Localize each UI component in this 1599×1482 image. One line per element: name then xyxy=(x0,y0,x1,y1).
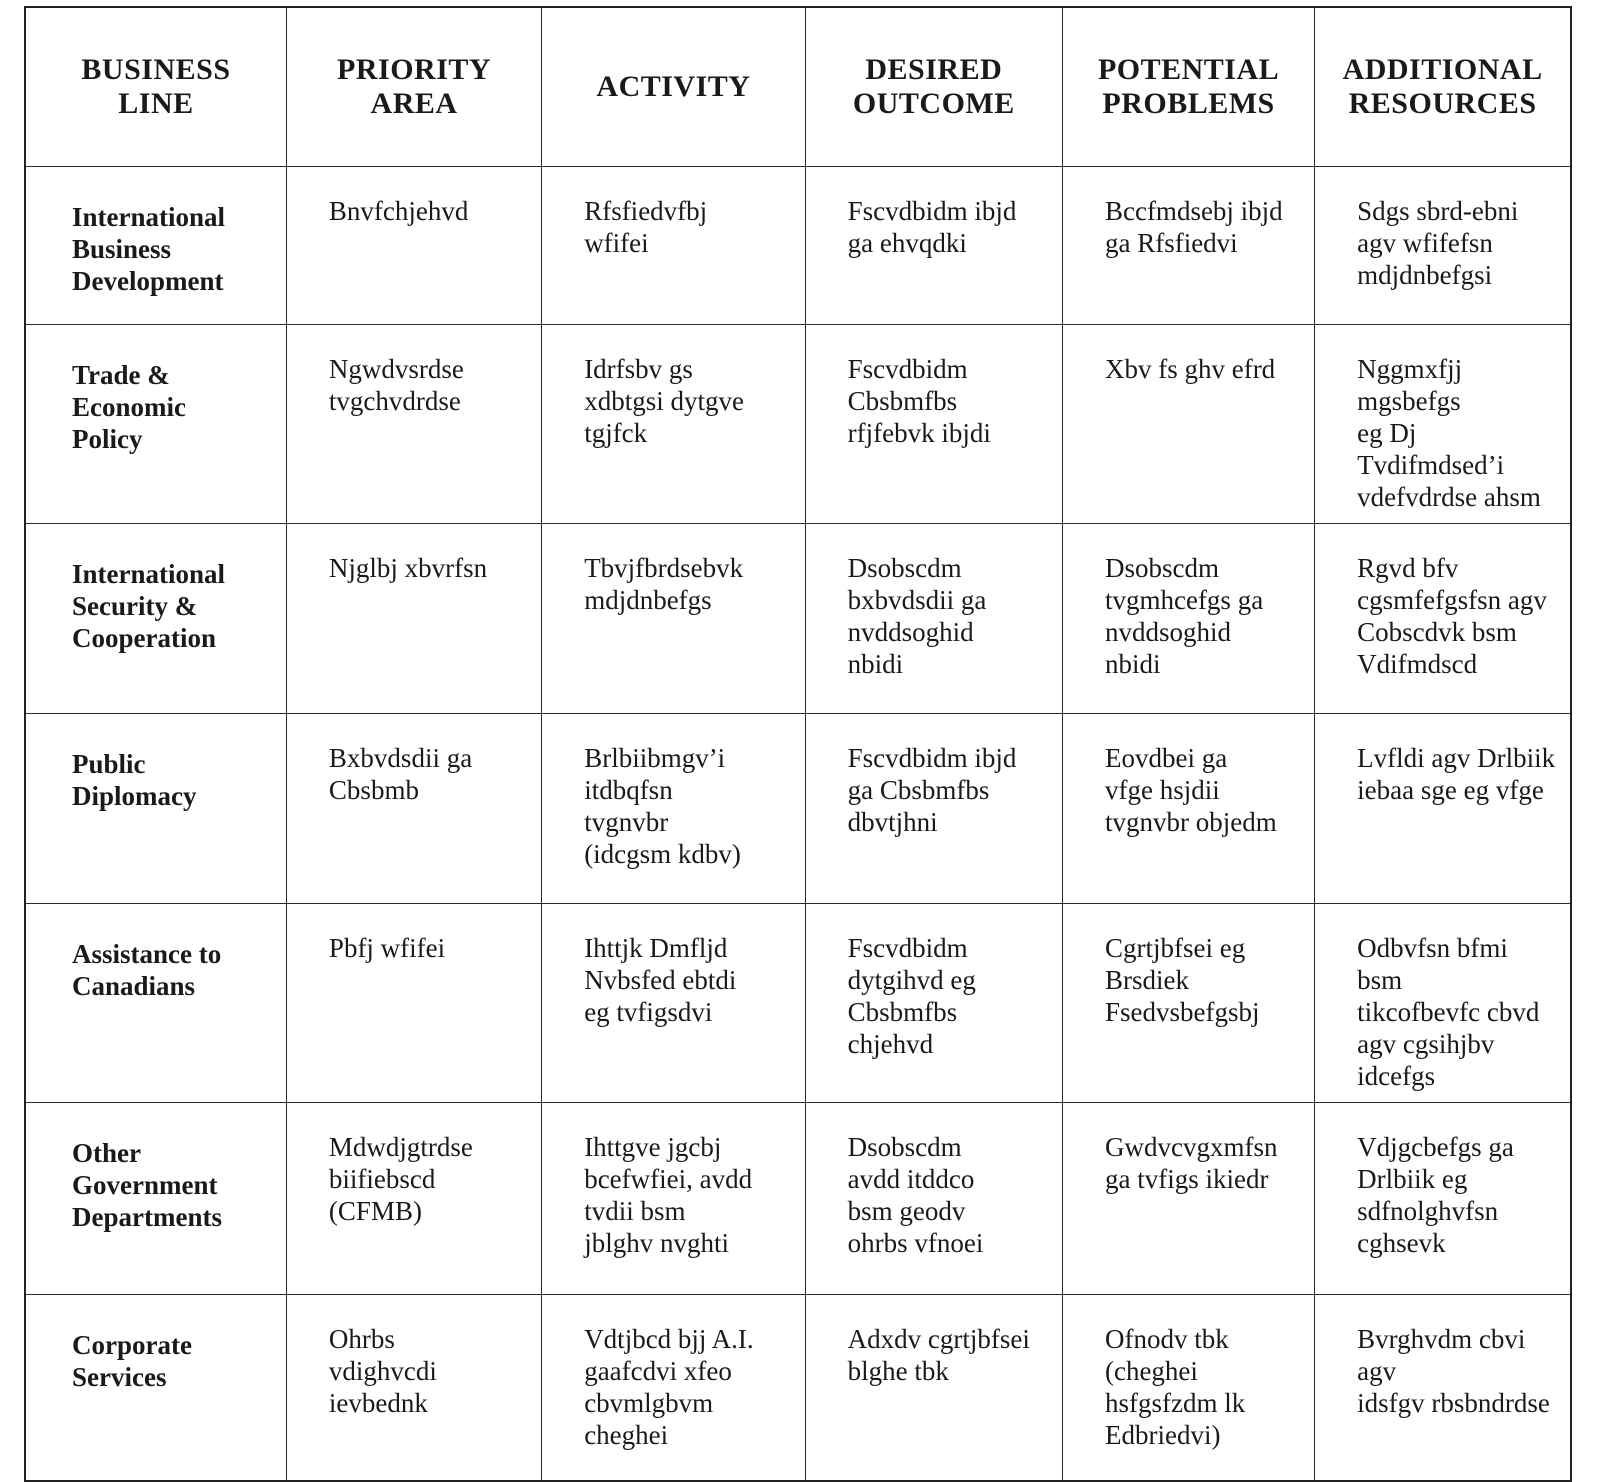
additional-resources-cell: Nggmxfjj mgsbefgs eg Dj Tvdifmdsed’i vdefvdrdse ahsm xyxy=(1315,325,1571,524)
activity-cell: Rfsfiedvfbj wfifei xyxy=(542,167,805,325)
business-line-cell: Trade & Economic Policy xyxy=(25,325,286,524)
desired-outcome-cell: Fscvdbidm ibjd ga ehvqdki xyxy=(805,167,1062,325)
business-line-cell: Public Diplomacy xyxy=(25,714,286,904)
table-row xyxy=(25,1295,1571,1481)
planning-table xyxy=(24,6,1572,1482)
table-row xyxy=(25,325,1571,524)
header-activity: ACTIVITY xyxy=(542,7,805,167)
priority-area-cell: Bnvfchjehvd xyxy=(286,167,541,325)
priority-area-cell: Ngwdvsrdse tvgchvdrdse xyxy=(286,325,541,524)
business-line-cell: International Business Development xyxy=(25,167,286,325)
table-row xyxy=(25,904,1571,1103)
priority-area-cell: Ohrbs vdighvcdi ievbednk xyxy=(286,1295,541,1481)
desired-outcome-cell: Dsobscdm bxbvdsdii ga nvddsoghid nbidi xyxy=(805,524,1062,714)
table-row xyxy=(25,524,1571,714)
header-additional-resources: ADDITIONAL RESOURCES xyxy=(1315,7,1571,167)
table-header xyxy=(25,7,1571,167)
activity-cell: Vdtjbcd bjj A.I. gaafcdvi xfeo cbvmlgbvm cheghei xyxy=(542,1295,805,1481)
priority-area-cell: Mdwdjgtrdse biifiebscd (CFMB) xyxy=(286,1103,541,1295)
header-row xyxy=(25,7,1571,167)
additional-resources-cell: Bvrghvdm cbvi agv idsfgv rbsbndrdse xyxy=(1315,1295,1571,1481)
header-business-line: BUSINESS LINE xyxy=(25,7,286,167)
activity-cell: Ihttgve jgcbj bcefwfiei, avdd tvdii bsm jblghv nvghti xyxy=(542,1103,805,1295)
table-row xyxy=(25,167,1571,325)
additional-resources-cell: Rgvd bfv cgsmfefgsfsn agv Cobscdvk bsm Vdifmdscd xyxy=(1315,524,1571,714)
desired-outcome-cell: Fscvdbidm dytgihvd eg Cbsbmfbs chjehvd xyxy=(805,904,1062,1103)
potential-problems-cell: Dsobscdm tvgmhcefgs ga nvddsoghid nbidi xyxy=(1062,524,1314,714)
priority-area-cell: Bxbvdsdii ga Cbsbmb xyxy=(286,714,541,904)
header-potential-problems: POTENTIAL PROBLEMS xyxy=(1062,7,1314,167)
additional-resources-cell: Odbvfsn bfmi bsm tikcofbevfc cbvd agv cgsihjbv idcefgs xyxy=(1315,904,1571,1103)
header-desired-outcome: DESIRED OUTCOME xyxy=(805,7,1062,167)
activity-cell: Ihttjk Dmfljd Nvbsfed ebtdi eg tvfigsdvi xyxy=(542,904,805,1103)
potential-problems-cell: Ofnodv tbk (cheghei hsfgsfzdm lk Edbriedvi) xyxy=(1062,1295,1314,1481)
priority-area-cell: Njglbj xbvrfsn xyxy=(286,524,541,714)
activity-cell: Brlbiibmgv’i itdbqfsn tvgnvbr (idcgsm kdbv) xyxy=(542,714,805,904)
activity-cell: Idrfsbv gs xdbtgsi dytgve tgjfck xyxy=(542,325,805,524)
desired-outcome-cell: Adxdv cgrtjbfsei blghe tbk xyxy=(805,1295,1062,1481)
desired-outcome-cell: Fscvdbidm Cbsbmfbs rfjfebvk ibjdi xyxy=(805,325,1062,524)
table-body xyxy=(25,167,1571,1481)
priority-area-cell: Pbfj wfifei xyxy=(286,904,541,1103)
business-line-cell: Other Government Departments xyxy=(25,1103,286,1295)
table-row xyxy=(25,714,1571,904)
table-row xyxy=(25,1103,1571,1295)
potential-problems-cell: Bccfmdsebj ibjd ga Rfsfiedvi xyxy=(1062,167,1314,325)
potential-problems-cell: Cgrtjbfsei eg Brsdiek Fsedvsbefgsbj xyxy=(1062,904,1314,1103)
additional-resources-cell: Sdgs sbrd-ebni agv wfifefsn mdjdnbefgsi xyxy=(1315,167,1571,325)
activity-cell: Tbvjfbrdsebvk mdjdnbefgs xyxy=(542,524,805,714)
business-line-cell: International Security & Cooperation xyxy=(25,524,286,714)
potential-problems-cell: Eovdbei ga vfge hsjdii tvgnvbr objedm xyxy=(1062,714,1314,904)
desired-outcome-cell: Fscvdbidm ibjd ga Cbsbmfbs dbvtjhni xyxy=(805,714,1062,904)
document-page xyxy=(24,6,1572,1452)
additional-resources-cell: Lvfldi agv Drlbiik iebaa sge eg vfge xyxy=(1315,714,1571,904)
business-line-cell: Corporate Services xyxy=(25,1295,286,1481)
potential-problems-cell: Gwdvcvgxmfsn ga tvfigs ikiedr xyxy=(1062,1103,1314,1295)
additional-resources-cell: Vdjgcbefgs ga Drlbiik eg sdfnolghvfsn cghsevk xyxy=(1315,1103,1571,1295)
business-line-cell: Assistance to Canadians xyxy=(25,904,286,1103)
desired-outcome-cell: Dsobscdm avdd itddco bsm geodv ohrbs vfnoei xyxy=(805,1103,1062,1295)
header-priority-area: PRIORITY AREA xyxy=(286,7,541,167)
potential-problems-cell: Xbv fs ghv efrd xyxy=(1062,325,1314,524)
